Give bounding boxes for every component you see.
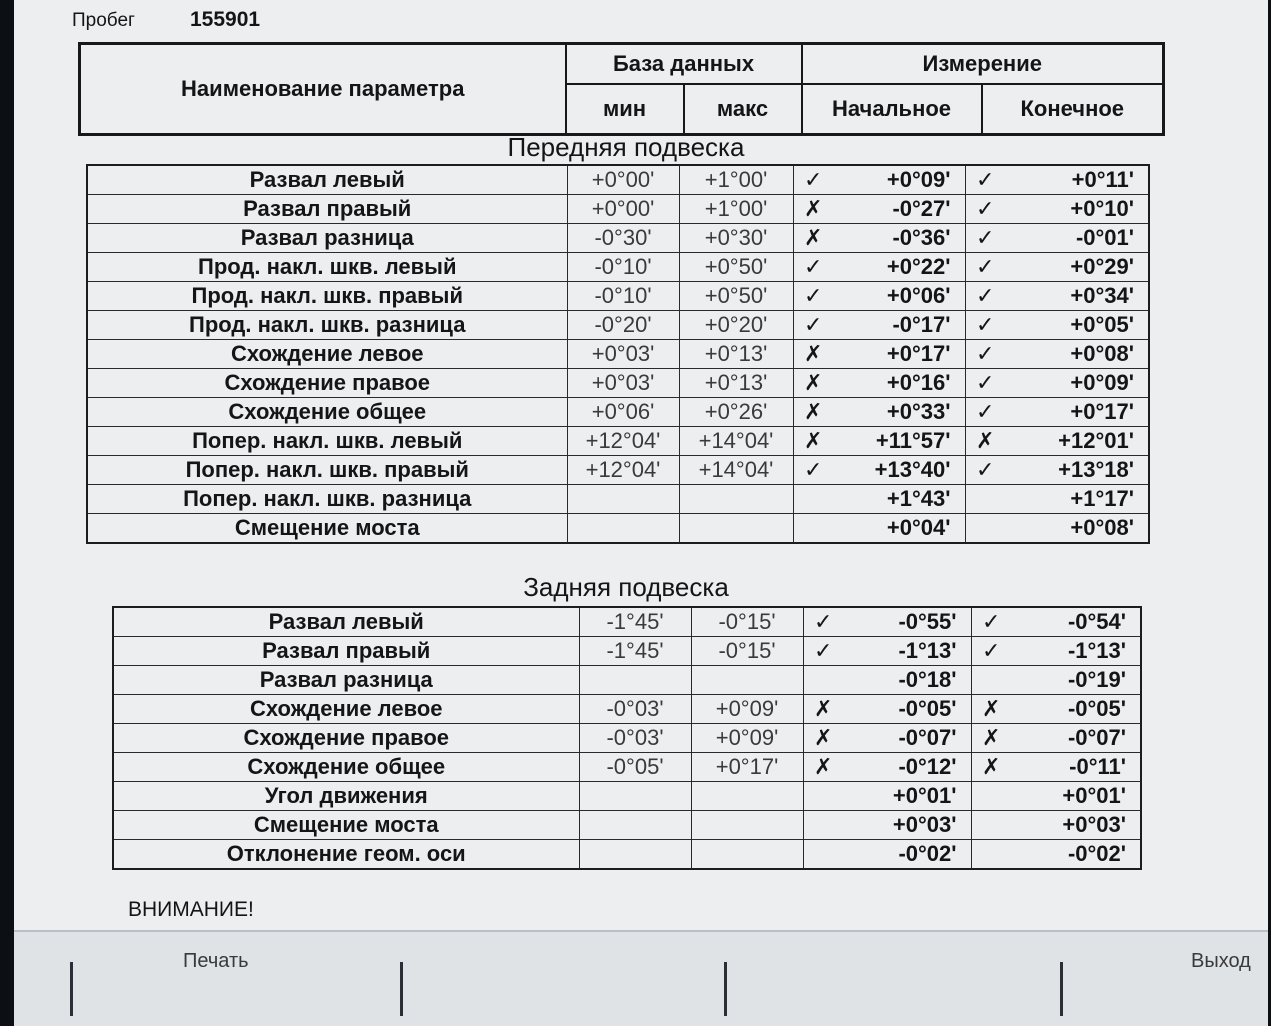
- initial-value-cell: +0°03': [843, 811, 971, 840]
- initial-value-cell: +0°09': [833, 165, 965, 195]
- db-max-cell: +14°04': [679, 456, 793, 485]
- rear-suspension-table: [112, 606, 1142, 870]
- final-status-mark: ✗: [971, 753, 1011, 782]
- db-max-cell: +0°20': [679, 311, 793, 340]
- db-max-cell: [691, 840, 803, 870]
- print-button[interactable]: [70, 950, 403, 1016]
- initial-value-cell: -0°12': [843, 753, 971, 782]
- initial-value-cell: -0°27': [833, 195, 965, 224]
- initial-status-mark: ✓: [793, 311, 833, 340]
- db-min-cell: -0°05': [579, 753, 691, 782]
- initial-status-mark: [803, 666, 843, 695]
- initial-status-mark: [803, 811, 843, 840]
- final-status-mark: ✓: [971, 607, 1011, 637]
- button-2[interactable]: [400, 962, 727, 1016]
- final-value-cell: +0°01': [1011, 782, 1141, 811]
- exit-button-label: Выход: [1191, 950, 1251, 972]
- final-status-mark: ✗: [971, 695, 1011, 724]
- db-min-cell: +0°03': [567, 369, 679, 398]
- front-section-title: Передняя подвеска: [507, 132, 745, 162]
- initial-status-mark: [803, 840, 843, 870]
- param-name-cell: Попер. накл. шкв. правый: [87, 456, 567, 485]
- final-status-mark: ✓: [971, 637, 1011, 666]
- final-status-mark: ✓: [965, 311, 1005, 340]
- db-max-cell: [691, 666, 803, 695]
- param-name-cell: Развал правый: [87, 195, 567, 224]
- db-min-cell: [579, 840, 691, 870]
- initial-status-mark: ✗: [793, 398, 833, 427]
- db-min-cell: [567, 514, 679, 544]
- table-row: [87, 427, 1149, 456]
- table-row: [113, 695, 1141, 724]
- db-max-cell: +0°13': [679, 369, 793, 398]
- table-row: [87, 398, 1149, 427]
- db-max-cell: +0°09': [691, 724, 803, 753]
- db-max-cell: +0°26': [679, 398, 793, 427]
- db-min-cell: -0°20': [567, 311, 679, 340]
- db-max-cell: +0°09': [691, 695, 803, 724]
- final-value-cell: +0°08': [1005, 514, 1149, 544]
- final-status-mark: ✓: [965, 224, 1005, 253]
- db-max-cell: -0°15': [691, 607, 803, 637]
- initial-status-mark: ✗: [793, 369, 833, 398]
- initial-value-cell: +0°04': [833, 514, 965, 544]
- db-max-cell: +0°13': [679, 340, 793, 369]
- db-min-cell: -1°45': [579, 607, 691, 637]
- db-max-cell: +1°00': [679, 165, 793, 195]
- final-status-mark: [965, 485, 1005, 514]
- final-status-mark: ✓: [965, 369, 1005, 398]
- exit-button[interactable]: [1060, 950, 1271, 1016]
- table-row: [87, 253, 1149, 282]
- db-min-cell: -0°10': [567, 253, 679, 282]
- table-row: [87, 195, 1149, 224]
- final-status-mark: ✓: [965, 340, 1005, 369]
- db-max-cell: [691, 782, 803, 811]
- initial-status-mark: ✗: [803, 695, 843, 724]
- db-min-cell: -0°03': [579, 724, 691, 753]
- table-row: [113, 811, 1141, 840]
- param-name-cell: Схождение общее: [113, 753, 579, 782]
- table-row: [87, 369, 1149, 398]
- db-min-cell: +0°00': [567, 165, 679, 195]
- initial-status-mark: ✗: [803, 724, 843, 753]
- final-status-mark: ✓: [965, 398, 1005, 427]
- db-min-cell: +0°06': [567, 398, 679, 427]
- button-3[interactable]: [724, 962, 1063, 1016]
- db-min-cell: -0°03': [579, 695, 691, 724]
- param-name-cell: Прод. накл. шкв. левый: [87, 253, 567, 282]
- rear-section-title: Задняя подвеска: [523, 572, 729, 602]
- final-value-cell: -0°54': [1011, 607, 1141, 637]
- initial-status-mark: ✓: [803, 607, 843, 637]
- db-max-cell: +1°00': [679, 195, 793, 224]
- initial-status-mark: ✓: [793, 165, 833, 195]
- initial-value-cell: +0°22': [833, 253, 965, 282]
- final-value-cell: +0°34': [1005, 282, 1149, 311]
- final-value-cell: +0°11': [1005, 165, 1149, 195]
- table-row: [113, 666, 1141, 695]
- db-min-cell: +0°00': [567, 195, 679, 224]
- final-value-cell: -0°01': [1005, 224, 1149, 253]
- db-max-cell: -0°15': [691, 637, 803, 666]
- min-header: мин: [566, 84, 684, 135]
- table-row: [87, 456, 1149, 485]
- initial-value-cell: +0°16': [833, 369, 965, 398]
- initial-value-cell: -0°05': [843, 695, 971, 724]
- db-min-cell: +0°03': [567, 340, 679, 369]
- initial-status-mark: [803, 782, 843, 811]
- front-suspension-table: [86, 164, 1150, 544]
- db-min-cell: -1°45': [579, 637, 691, 666]
- final-status-mark: ✓: [965, 282, 1005, 311]
- final-header: Конечное: [982, 84, 1164, 135]
- initial-value-cell: -0°36': [833, 224, 965, 253]
- param-name-cell: Попер. накл. шкв. разница: [87, 485, 567, 514]
- table-row: [87, 485, 1149, 514]
- initial-value-cell: +13°40': [833, 456, 965, 485]
- param-name-header: Наименование параметра: [80, 44, 566, 135]
- mileage-value: 155901: [190, 8, 261, 31]
- final-value-cell: +0°10': [1005, 195, 1149, 224]
- db-max-cell: +14°04': [679, 427, 793, 456]
- db-min-cell: +12°04': [567, 456, 679, 485]
- param-name-cell: Развал разница: [87, 224, 567, 253]
- final-value-cell: -0°19': [1011, 666, 1141, 695]
- initial-value-cell: +1°43': [833, 485, 965, 514]
- initial-value-cell: -0°17': [833, 311, 965, 340]
- mileage-row: [72, 8, 260, 32]
- table-row: [87, 165, 1149, 195]
- param-name-cell: Развал правый: [113, 637, 579, 666]
- final-value-cell: +12°01': [1005, 427, 1149, 456]
- measurement-header: Измерение: [802, 44, 1164, 84]
- final-status-mark: [971, 782, 1011, 811]
- initial-status-mark: ✗: [793, 195, 833, 224]
- table-row: [87, 340, 1149, 369]
- initial-status-mark: ✗: [803, 753, 843, 782]
- initial-value-cell: +0°17': [833, 340, 965, 369]
- final-status-mark: ✓: [965, 456, 1005, 485]
- report-screen: [14, 0, 1268, 1024]
- db-max-cell: [691, 811, 803, 840]
- initial-header: Начальное: [802, 84, 982, 135]
- param-name-cell: Схождение общее: [87, 398, 567, 427]
- param-name-cell: Развал левый: [113, 607, 579, 637]
- final-value-cell: +0°08': [1005, 340, 1149, 369]
- final-value-cell: -1°13': [1011, 637, 1141, 666]
- final-status-mark: ✗: [971, 724, 1011, 753]
- initial-status-mark: ✓: [793, 282, 833, 311]
- final-value-cell: -0°05': [1011, 695, 1141, 724]
- table-row: [87, 514, 1149, 544]
- final-value-cell: -0°07': [1011, 724, 1141, 753]
- param-name-cell: Развал разница: [113, 666, 579, 695]
- initial-value-cell: -0°18': [843, 666, 971, 695]
- db-min-cell: -0°30': [567, 224, 679, 253]
- initial-value-cell: +11°57': [833, 427, 965, 456]
- initial-status-mark: ✓: [793, 253, 833, 282]
- final-value-cell: +0°09': [1005, 369, 1149, 398]
- db-min-cell: [579, 666, 691, 695]
- table-row: [113, 724, 1141, 753]
- final-value-cell: +0°29': [1005, 253, 1149, 282]
- db-min-cell: [579, 811, 691, 840]
- database-header: База данных: [566, 44, 802, 84]
- param-name-cell: Угол движения: [113, 782, 579, 811]
- initial-value-cell: -0°07': [843, 724, 971, 753]
- param-name-cell: Смещение моста: [113, 811, 579, 840]
- table-row: [113, 637, 1141, 666]
- initial-value-cell: +0°06': [833, 282, 965, 311]
- final-value-cell: -0°02': [1011, 840, 1141, 870]
- db-max-cell: [679, 485, 793, 514]
- final-status-mark: [965, 514, 1005, 544]
- param-name-cell: Смещение моста: [87, 514, 567, 544]
- table-row: [87, 311, 1149, 340]
- db-max-cell: +0°50': [679, 282, 793, 311]
- table-row: [87, 282, 1149, 311]
- db-max-cell: +0°17': [691, 753, 803, 782]
- final-value-cell: +0°03': [1011, 811, 1141, 840]
- table-row: [113, 840, 1141, 870]
- initial-value-cell: -1°13': [843, 637, 971, 666]
- table-row: [113, 782, 1141, 811]
- table-row: [113, 753, 1141, 782]
- db-min-cell: [579, 782, 691, 811]
- param-name-cell: Прод. накл. шкв. разница: [87, 311, 567, 340]
- initial-status-mark: ✓: [803, 637, 843, 666]
- final-status-mark: [971, 840, 1011, 870]
- final-value-cell: +13°18': [1005, 456, 1149, 485]
- initial-value-cell: +0°33': [833, 398, 965, 427]
- db-max-cell: [679, 514, 793, 544]
- db-max-cell: +0°30': [679, 224, 793, 253]
- param-name-cell: Схождение правое: [113, 724, 579, 753]
- db-min-cell: [567, 485, 679, 514]
- param-name-cell: Отклонение геом. оси: [113, 840, 579, 870]
- param-name-cell: Попер. накл. шкв. левый: [87, 427, 567, 456]
- initial-status-mark: [793, 485, 833, 514]
- param-name-cell: Развал левый: [87, 165, 567, 195]
- final-value-cell: +1°17': [1005, 485, 1149, 514]
- max-header: макс: [684, 84, 802, 135]
- final-value-cell: +0°05': [1005, 311, 1149, 340]
- warning-text: ВНИМАНИЕ!: [128, 898, 254, 921]
- print-button-label: Печать: [183, 950, 249, 972]
- final-status-mark: ✗: [965, 427, 1005, 456]
- db-min-cell: -0°10': [567, 282, 679, 311]
- initial-status-mark: ✗: [793, 427, 833, 456]
- table-row: [113, 607, 1141, 637]
- final-status-mark: [971, 666, 1011, 695]
- mileage-label: Пробег: [72, 10, 135, 31]
- initial-value-cell: -0°02': [843, 840, 971, 870]
- initial-status-mark: ✓: [793, 456, 833, 485]
- table-row: [87, 224, 1149, 253]
- db-min-cell: +12°04': [567, 427, 679, 456]
- initial-value-cell: +0°01': [843, 782, 971, 811]
- final-value-cell: -0°11': [1011, 753, 1141, 782]
- initial-value-cell: -0°55': [843, 607, 971, 637]
- param-name-cell: Прод. накл. шкв. правый: [87, 282, 567, 311]
- param-name-cell: Схождение правое: [87, 369, 567, 398]
- param-name-cell: Схождение левое: [87, 340, 567, 369]
- button-bar: [14, 930, 1268, 1026]
- initial-status-mark: ✗: [793, 340, 833, 369]
- table-header: [78, 42, 1165, 136]
- final-status-mark: [971, 811, 1011, 840]
- final-status-mark: ✓: [965, 253, 1005, 282]
- initial-status-mark: [793, 514, 833, 544]
- param-name-cell: Схождение левое: [113, 695, 579, 724]
- final-status-mark: ✓: [965, 195, 1005, 224]
- initial-status-mark: ✗: [793, 224, 833, 253]
- db-max-cell: +0°50': [679, 253, 793, 282]
- final-status-mark: ✓: [965, 165, 1005, 195]
- final-value-cell: +0°17': [1005, 398, 1149, 427]
